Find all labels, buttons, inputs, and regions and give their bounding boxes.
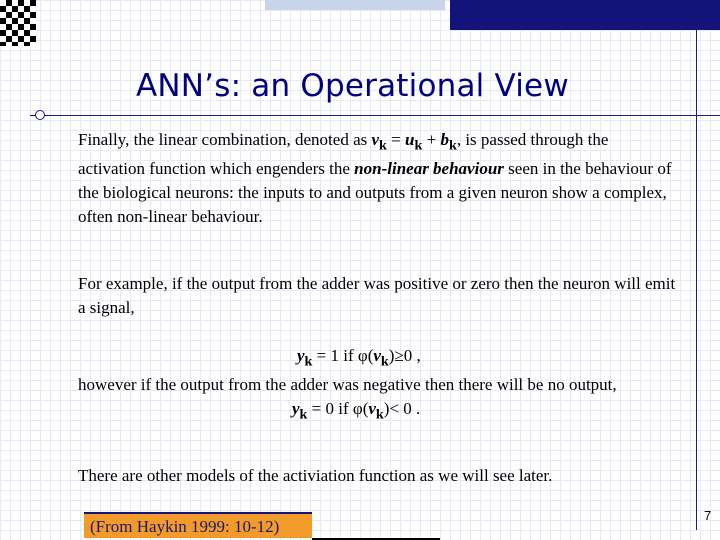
horizontal-rule (30, 115, 720, 116)
page-number: 7 (704, 508, 712, 523)
paragraph-example: For example, if the output from the adder was positive or zero then the neuron will emit a signal, (78, 274, 676, 317)
vertical-rule (696, 30, 697, 530)
equation-connector-text: however if the output from the adder was negative then there will be no output, (78, 375, 617, 395)
slide-title: ANN’s: an Operational View (136, 68, 569, 104)
paragraph-other-models: There are other models of the activiation function as we will see later. (78, 466, 553, 485)
top-light-bar (265, 0, 445, 10)
citation-box: (From Haykin 1999: 10-12) (84, 512, 312, 538)
equation-positive: $y_k = 1$ if $\varphi(v_k)\ge 0$ , (297, 346, 421, 370)
paragraph-equations (78, 344, 678, 427)
rule-circle-marker (35, 110, 45, 120)
paragraph-linear-combination: Finally, the linear combination, denoted as $v_k = u_k + b_k$, is passed through the activation function which engenders the non-linear behaviour seen in the behaviour of the biological neurons: the inputs to and outputs from a given neuron show a complex, often non-linear behaviour. (78, 130, 672, 227)
checkerboard-logo (0, 0, 36, 46)
equation-negative: $y_k = 0$ if $\varphi(v_k)< 0$ . (292, 399, 421, 423)
top-dark-bar (450, 0, 720, 30)
emphasis-non-linear: non-linear behaviour (354, 159, 504, 179)
